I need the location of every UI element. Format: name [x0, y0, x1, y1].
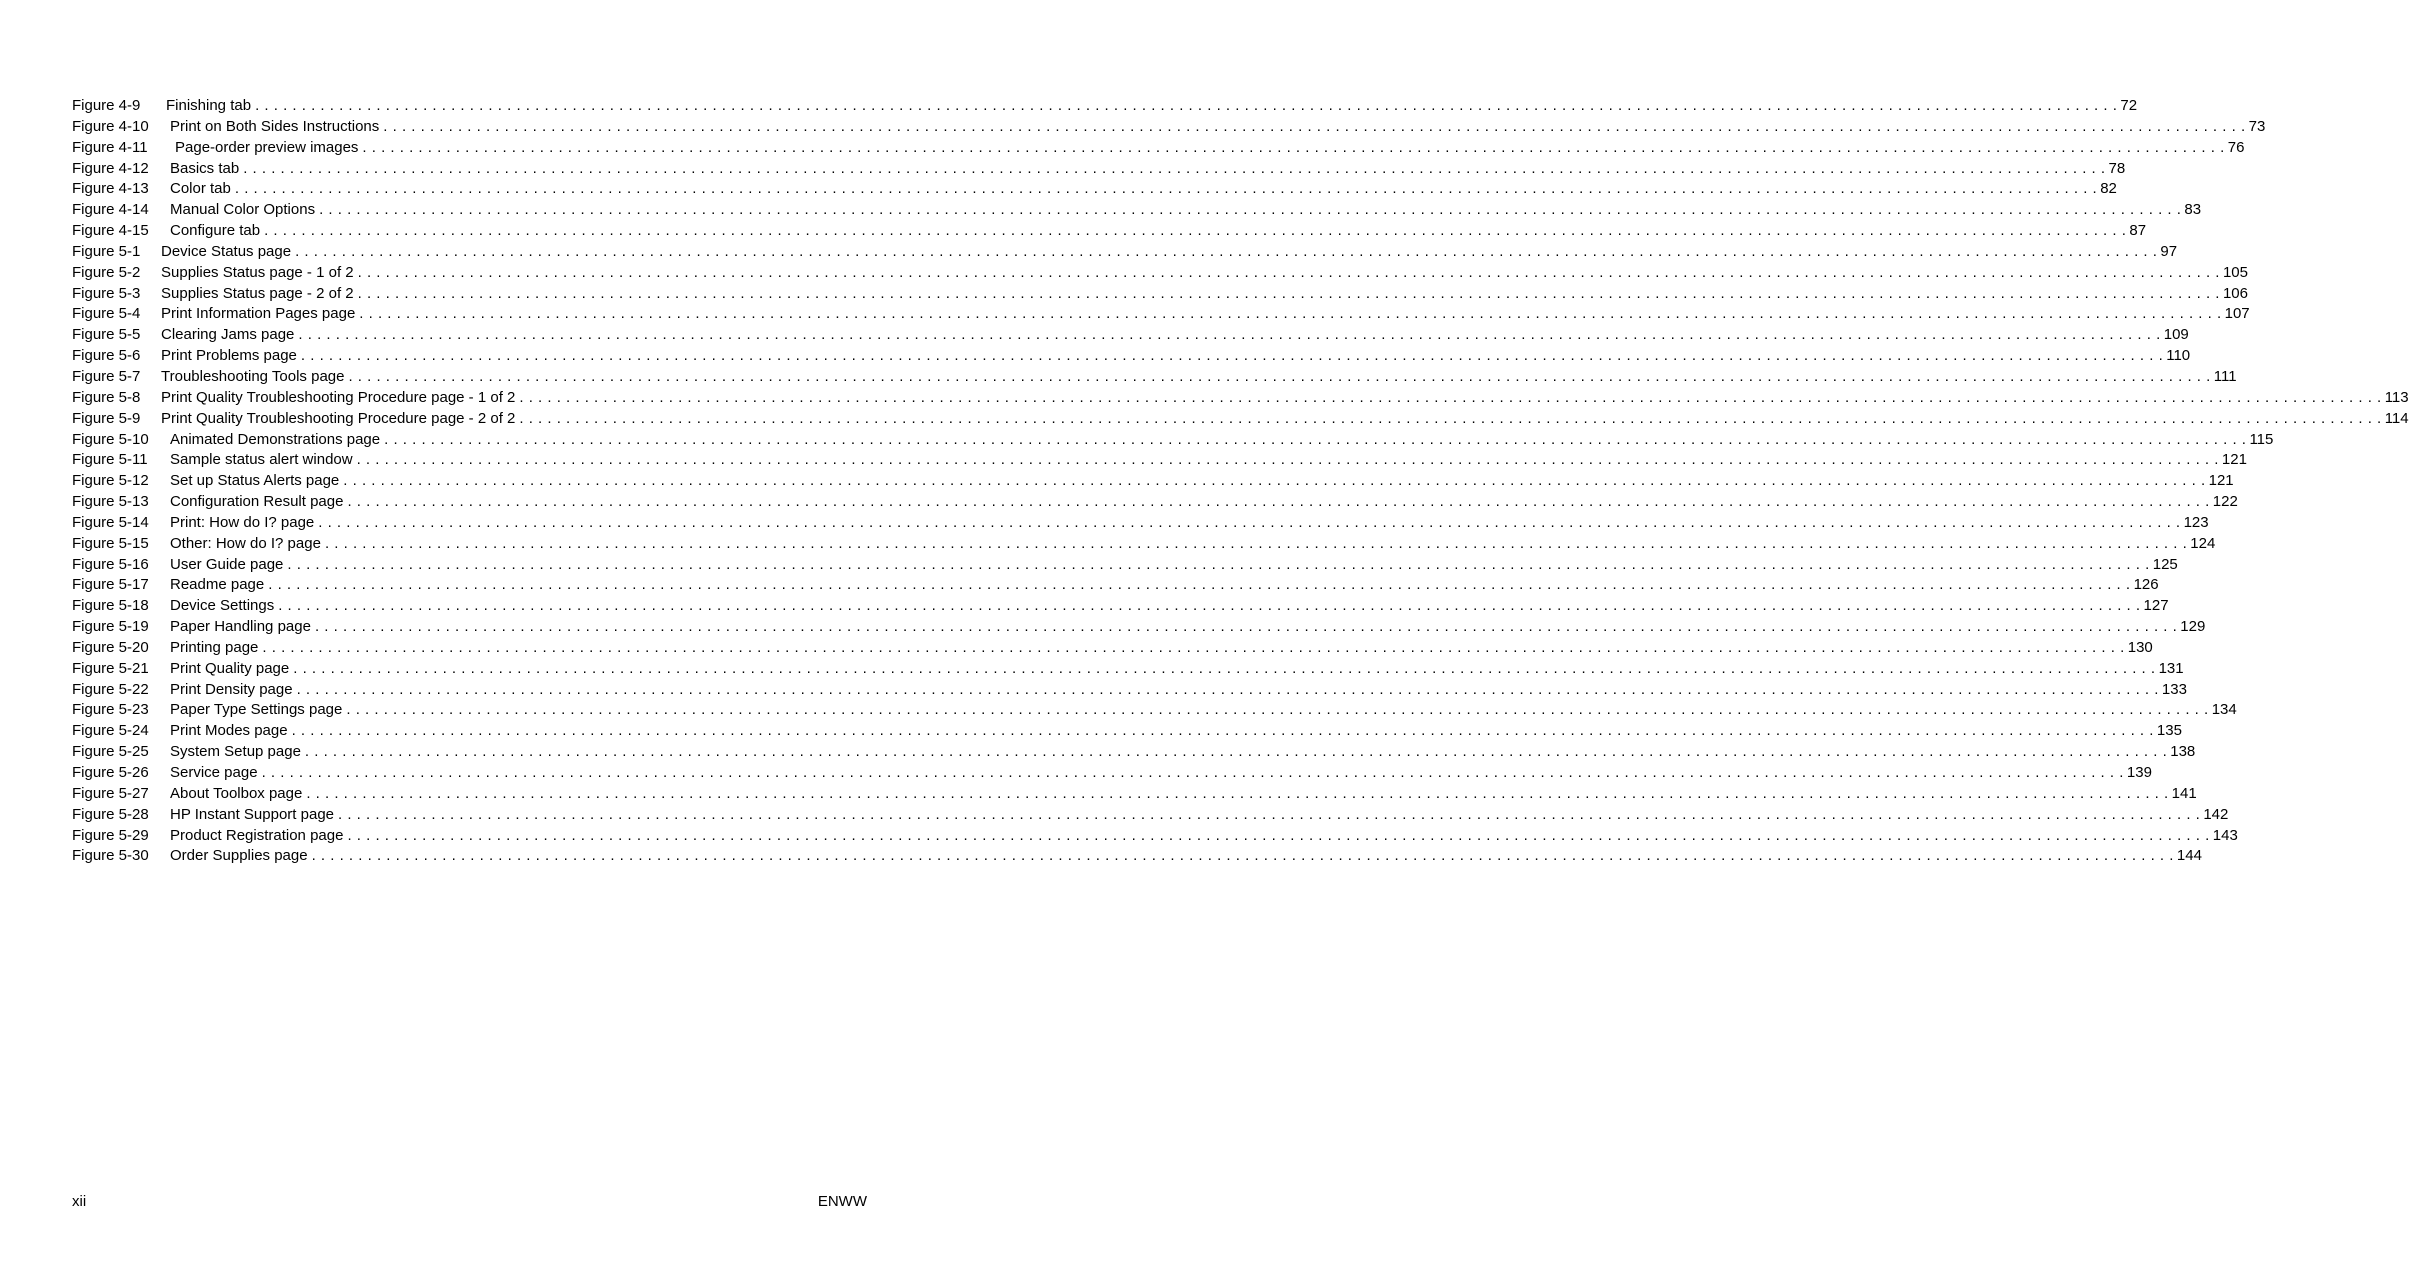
dot-leader: . . . . . . . . . . . . . . . . . . . . . . . . . . . . . . . . . . . . . . . . . . . . . . . . . . . . . . . . . . . . . . . . . . . . . . . . . . . . . . . . . . . . . . . . . . . . . . . . . . . . . . . . . . . . . . . . . . . . . . . . . . . . . . . . . . . . . . . . . . . . . . . . . . . . . . . . . . . . . . . . . . . . . . . . . . . . . . . . . . . . . . . . . . . . . . . . . . . . . . . .	[264, 222, 2127, 240]
toc-entry[interactable]	[72, 179, 2117, 200]
page-number: 105	[2220, 263, 2248, 284]
dot-leader: . . . . . . . . . . . . . . . . . . . . . . . . . . . . . . . . . . . . . . . . . . . . . . . . . . . . . . . . . . . . . . . . . . . . . . . . . . . . . . . . . . . . . . . . . . . . . . . . . . . . . . . . . . . . . . . . . . . . . . . . . . . . . . . . . . . . . . . . . . . . . . . . . . . . . . . . . . . . . . . . . . . . . . . . . . . . . . . . . . . . . . . . . . . . . . . . . . . . . . . .	[262, 638, 2125, 656]
figure-title: Order Supplies page	[170, 846, 312, 867]
dot-leader: . . . . . . . . . . . . . . . . . . . . . . . . . . . . . . . . . . . . . . . . . . . . . . . . . . . . . . . . . . . . . . . . . . . . . . . . . . . . . . . . . . . . . . . . . . . . . . . . . . . . . . . . . . . . . . . . . . . . . . . . . . . . . . . . . . . . . . . . . . . . . . . . . . . . . . . . . . . . . . . . . . . . . . . . . . . . . . . . . . . . . . . . . . . . . . . . . . . . . . . .	[318, 513, 2181, 531]
page-number: 76	[2225, 138, 2245, 159]
figure-title: Readme page	[170, 575, 268, 596]
dot-leader: . . . . . . . . . . . . . . . . . . . . . . . . . . . . . . . . . . . . . . . . . . . . . . . . . . . . . . . . . . . . . . . . . . . . . . . . . . . . . . . . . . . . . . . . . . . . . . . . . . . . . . . . . . . . . . . . . . . . . . . . . . . . . . . . . . . . . . . . . . . . . . . . . . . . . . . . . . . . . . . . . . . . . . . . . . . . . . . . . . . . . . . . . . . . . . . . . . . . . . . .	[296, 680, 2159, 698]
toc-entry[interactable]	[72, 575, 2159, 596]
dot-leader: . . . . . . . . . . . . . . . . . . . . . . . . . . . . . . . . . . . . . . . . . . . . . . . . . . . . . . . . . . . . . . . . . . . . . . . . . . . . . . . . . . . . . . . . . . . . . . . . . . . . . . . . . . . . . . . . . . . . . . . . . . . . . . . . . . . . . . . . . . . . . . . . . . . . . . . . . . . . . . . . . . . . . . . . . . . . . . . . . . . . . . . . . . . . . . . . . . . . . . . .	[295, 242, 2158, 260]
figure-number: Figure 5-30	[72, 847, 149, 865]
page-number: 139	[2124, 763, 2152, 784]
dot-leader: . . . . . . . . . . . . . . . . . . . . . . . . . . . . . . . . . . . . . . . . . . . . . . . . . . . . . . . . . . . . . . . . . . . . . . . . . . . . . . . . . . . . . . . . . . . . . . . . . . . . . . . . . . . . . . . . . . . . . . . . . . . . . . . . . . . . . . . . . . . . . . . . . . . . . . . . . . . . . . . . . . . . . . . . . . . . . . . . . . . . . . . . . . . . . . . . . . . . . . . .	[347, 493, 2210, 511]
toc-entry[interactable]	[72, 617, 2206, 638]
dot-leader: . . . . . . . . . . . . . . . . . . . . . . . . . . . . . . . . . . . . . . . . . . . . . . . . . . . . . . . . . . . . . . . . . . . . . . . . . . . . . . . . . . . . . . . . . . . . . . . . . . . . . . . . . . . . . . . . . . . . . . . . . . . . . . . . . . . . . . . . . . . . . . . . . . . . . . . . . . . . . . . . . . . . . . . . . . . . . . . . . . . . . . . . . . . . . . . . . . . . . . . .	[243, 159, 2106, 177]
figure-title: Paper Handling page	[170, 617, 315, 638]
page-number: 134	[2209, 700, 2237, 721]
page-number: 107	[2222, 304, 2250, 325]
page-number: 124	[2187, 534, 2215, 555]
figure-title: About Toolbox page	[170, 784, 306, 805]
page-number: 109	[2161, 325, 2189, 346]
figure-title: Print Modes page	[170, 721, 292, 742]
toc-entry[interactable]	[72, 263, 2248, 284]
toc-entry[interactable]	[72, 700, 2237, 721]
toc-entry[interactable]	[72, 555, 2178, 576]
page-number: 142	[2200, 805, 2228, 826]
figure-title: Finishing tab	[166, 96, 255, 117]
figure-number: Figure 5-12	[72, 472, 149, 490]
dot-leader: . . . . . . . . . . . . . . . . . . . . . . . . . . . . . . . . . . . . . . . . . . . . . . . . . . . . . . . . . . . . . . . . . . . . . . . . . . . . . . . . . . . . . . . . . . . . . . . . . . . . . . . . . . . . . . . . . . . . . . . . . . . . . . . . . . . . . . . . . . . . . . . . . . . . . . . . . . . . . . . . . . . . . . . . . . . . . . . . . . . . . . . . . . . . . . . . . . . . . . . .	[287, 555, 2150, 573]
figure-title: HP Instant Support page	[170, 805, 338, 826]
toc-entry[interactable]	[72, 325, 2189, 346]
page-number: 131	[2156, 659, 2184, 680]
dot-leader: . . . . . . . . . . . . . . . . . . . . . . . . . . . . . . . . . . . . . . . . . . . . . . . . . . . . . . . . . . . . . . . . . . . . . . . . . . . . . . . . . . . . . . . . . . . . . . . . . . . . . . . . . . . . . . . . . . . . . . . . . . . . . . . . . . . . . . . . . . . . . . . . . . . . . . . . . . . . . . . . . . . . . . . . . . . . . . . . . . . . . . . . . . . . . . . . . . . . . . . .	[357, 263, 2220, 281]
dot-leader: . . . . . . . . . . . . . . . . . . . . . . . . . . . . . . . . . . . . . . . . . . . . . . . . . . . . . . . . . . . . . . . . . . . . . . . . . . . . . . . . . . . . . . . . . . . . . . . . . . . . . . . . . . . . . . . . . . . . . . . . . . . . . . . . . . . . . . . . . . . . . . . . . . . . . . . . . . . . . . . . . . . . . . . . . . . . . . . . . . . . . . . . . . . . . . . . . . . . . . . .	[338, 805, 2201, 823]
toc-entry[interactable]	[72, 96, 2138, 117]
page-number: 123	[2181, 513, 2209, 534]
toc-entry[interactable]	[72, 596, 2169, 617]
toc-entry[interactable]	[72, 221, 2147, 242]
figure-number: Figure 4-15	[72, 222, 149, 240]
figure-number: Figure 5-20	[72, 638, 149, 656]
page-number: 106	[2220, 284, 2248, 305]
dot-leader: . . . . . . . . . . . . . . . . . . . . . . . . . . . . . . . . . . . . . . . . . . . . . . . . . . . . . . . . . . . . . . . . . . . . . . . . . . . . . . . . . . . . . . . . . . . . . . . . . . . . . . . . . . . . . . . . . . . . . . . . . . . . . . . . . . . . . . . . . . . . . . . . . . . . . . . . . . . . . . . . . . . . . . . . . . . . . . . . . . . . . . . . . . . . . . . . . . . . . . . .	[304, 743, 2168, 761]
dot-leader: . . . . . . . . . . . . . . . . . . . . . . . . . . . . . . . . . . . . . . . . . . . . . . . . . . . . . . . . . . . . . . . . . . . . . . . . . . . . . . . . . . . . . . . . . . . . . . . . . . . . . . . . . . . . . . . . . . . . . . . . . . . . . . . . . . . . . . . . . . . . . . . . . . . . . . . . . . . . . . . . . . . . . . . . . . . . . . . . . . . . . . . . . . . . . . . . . . . . . . . .	[324, 534, 2188, 552]
toc-entry[interactable]	[72, 680, 2187, 701]
figure-title: Print Problems page	[161, 346, 301, 367]
figure-number: Figure 5-10	[72, 430, 149, 448]
figure-number: Figure 5-3	[72, 284, 141, 302]
figure-title: Print Quality Troubleshooting Procedure page - 1 of 2	[161, 388, 519, 409]
toc-entry[interactable]	[72, 450, 2247, 471]
toc-entry[interactable]	[72, 805, 2229, 826]
figure-title: Printing page	[170, 638, 262, 659]
dot-leader: . . . . . . . . . . . . . . . . . . . . . . . . . . . . . . . . . . . . . . . . . . . . . . . . . . . . . . . . . . . . . . . . . . . . . . . . . . . . . . . . . . . . . . . . . . . . . . . . . . . . . . . . . . . . . . . . . . . . . . . . . . . . . . . . . . . . . . . . . . . . . . . . . . . . . . . . . . . . . . . . . . . . . . . . . . . . . . . . . . . . . . . . . . . . . . . . . . . . . . . .	[362, 138, 2225, 156]
dot-leader: . . . . . . . . . . . . . . . . . . . . . . . . . . . . . . . . . . . . . . . . . . . . . . . . . . . . . . . . . . . . . . . . . . . . . . . . . . . . . . . . . . . . . . . . . . . . . . . . . . . . . . . . . . . . . . . . . . . . . . . . . . . . . . . . . . . . . . . . . . . . . . . . . . . . . . . . . . . . . . . . . . . . . . . . . . . . . . . . . . . . . . . . . . . . . . . . . . . . . . . .	[255, 97, 2118, 114]
dot-leader: . . . . . . . . . . . . . . . . . . . . . . . . . . . . . . . . . . . . . . . . . . . . . . . . . . . . . . . . . . . . . . . . . . . . . . . . . . . . . . . . . . . . . . . . . . . . . . . . . . . . . . . . . . . . . . . . . . . . . . . . . . . . . . . . . . . . . . . . . . . . . . . . . . . . . . . . . . . . . . . . . . . . . . . . . . . . . . . . . . . . . . . . . . . . . . . . . . . . . . . .	[319, 201, 2182, 219]
figure-number: Figure 5-26	[72, 764, 149, 781]
toc-entry[interactable]	[72, 784, 2197, 805]
dot-leader: . . . . . . . . . . . . . . . . . . . . . . . . . . . . . . . . . . . . . . . . . . . . . . . . . . . . . . . . . . . . . . . . . . . . . . . . . . . . . . . . . . . . . . . . . . . . . . . . . . . . . . . . . . . . . . . . . . . . . . . . . . . . . . . . . . . . . . . . . . . . . . . . . . . . . . . . . . . . . . . . . . . . . . . . . . . . . . . . . . . . . . . . . . . . . . . . . . . . . . . .	[314, 618, 2178, 636]
figure-title: Device Status page	[161, 242, 295, 263]
figure-title: Supplies Status page - 1 of 2	[161, 263, 358, 284]
figure-number: Figure 5-27	[72, 784, 149, 802]
footer-page-number: xii	[72, 1193, 87, 1210]
figure-title: Manual Color Options	[170, 200, 319, 221]
toc-entry[interactable]	[72, 638, 2153, 659]
figure-title: Set up Status Alerts page	[170, 471, 343, 492]
figure-number: Figure 5-22	[72, 680, 149, 698]
toc-entry[interactable]	[72, 138, 2245, 159]
dot-leader: . . . . . . . . . . . . . . . . . . . . . . . . . . . . . . . . . . . . . . . . . . . . . . . . . . . . . . . . . . . . . . . . . . . . . . . . . . . . . . . . . . . . . . . . . . . . . . . . . . . . . . . . . . . . . . . . . . . . . . . . . . . . . . . . . . . . . . . . . . . . . . . . . . . . . . . . . . . . . . . . . . . . . . . . . . . . . . . . . . . . . . . . . . . . . . . . . . . . . . . .	[357, 284, 2220, 302]
toc-entry[interactable]	[72, 659, 2184, 680]
dot-leader: . . . . . . . . . . . . . . . . . . . . . . . . . . . . . . . . . . . . . . . . . . . . . . . . . . . . . . . . . . . . . . . . . . . . . . . . . . . . . . . . . . . . . . . . . . . . . . . . . . . . . . . . . . . . . . . . . . . . . . . . . . . . . . . . . . . . . . . . . . . . . . . . . . . . . . . . . . . . . . . . . . . . . . . . . . . . . . . . . . . . . . . . . . . . . . . . . . . . . . . .	[291, 722, 2154, 740]
dot-leader: . . . . . . . . . . . . . . . . . . . . . . . . . . . . . . . . . . . . . . . . . . . . . . . . . . . . . . . . . . . . . . . . . . . . . . . . . . . . . . . . . . . . . . . . . . . . . . . . . . . . . . . . . . . . . . . . . . . . . . . . . . . . . . . . . . . . . . . . . . . . . . . . . . . . . . . . . . . . . . . . . . . . . . . . . . . . . . . . . . . . . . . . . . . . . . . . . . . . . . . .	[300, 347, 2164, 365]
figure-number: Figure 5-16	[72, 555, 149, 573]
figure-title: Sample status alert window	[170, 450, 357, 471]
figure-number: Figure 5-17	[72, 576, 149, 594]
figure-number: Figure 5-19	[72, 618, 149, 636]
dot-leader: . . . . . . . . . . . . . . . . . . . . . . . . . . . . . . . . . . . . . . . . . . . . . . . . . . . . . . . . . . . . . . . . . . . . . . . . . . . . . . . . . . . . . . . . . . . . . . . . . . . . . . . . . . . . . . . . . . . . . . . . . . . . . . . . . . . . . . . . . . . . . . . . . . . . . . . . . . . . . . . . . . . . . . . . . . . . . . . . . . . . . . . . . . . . . . . . . . . . . . . .	[306, 784, 2169, 802]
figure-number: Figure 5-14	[72, 513, 149, 531]
figure-number: Figure 4-14	[72, 201, 149, 219]
page-number: 135	[2154, 721, 2182, 742]
page-number: 72	[2117, 96, 2137, 117]
toc-entry[interactable]	[72, 492, 2238, 513]
toc-entry[interactable]	[72, 430, 2274, 451]
page-number: 83	[2181, 200, 2201, 221]
figure-number: Figure 5-15	[72, 534, 149, 552]
figure-title: Print Density page	[170, 680, 297, 701]
figure-number: Figure 5-21	[72, 659, 149, 677]
dot-leader: . . . . . . . . . . . . . . . . . . . . . . . . . . . . . . . . . . . . . . . . . . . . . . . . . . . . . . . . . . . . . . . . . . . . . . . . . . . . . . . . . . . . . . . . . . . . . . . . . . . . . . . . . . . . . . . . . . . . . . . . . . . . . . . . . . . . . . . . . . . . . . . . . . . . . . . . . . . . . . . . . . . . . . . . . . . . . . . . . . . . . . . . . . . . . . . . . . . . . . . .	[356, 451, 2219, 469]
figure-number: Figure 5-28	[72, 805, 149, 823]
toc-entry[interactable]	[72, 846, 2202, 867]
page-number: 87	[2126, 221, 2146, 242]
figure-title: Troubleshooting Tools page	[161, 367, 348, 388]
figure-number: Figure 5-9	[72, 409, 141, 427]
page-number: 129	[2177, 617, 2205, 638]
figure-title: Device Settings	[170, 596, 278, 617]
figure-title: Other: How do I? page	[170, 534, 325, 555]
page-number: 73	[2246, 117, 2266, 138]
figure-number: Figure 5-6	[72, 347, 141, 365]
figure-title: Animated Demonstrations page	[170, 430, 384, 451]
toc-entry[interactable]	[72, 763, 2152, 784]
page-number: 141	[2169, 784, 2197, 805]
figure-title: Supplies Status page - 2 of 2	[161, 284, 358, 305]
page-number: 143	[2210, 826, 2238, 847]
page-number: 130	[2125, 638, 2153, 659]
figure-number: Figure 4-12	[72, 159, 149, 177]
figure-title: Basics tab	[170, 159, 243, 180]
toc-entry[interactable]	[72, 409, 2409, 430]
figure-number: Figure 5-18	[72, 597, 149, 615]
figure-title: Configuration Result page	[170, 492, 347, 513]
figure-number: Figure 5-25	[72, 743, 149, 761]
figure-number: Figure 5-29	[72, 826, 149, 844]
figure-number: Figure 5-8	[72, 388, 141, 406]
dot-leader: . . . . . . . . . . . . . . . . . . . . . . . . . . . . . . . . . . . . . . . . . . . . . . . . . . . . . . . . . . . . . . . . . . . . . . . . . . . . . . . . . . . . . . . . . . . . . . . . . . . . . . . . . . . . . . . . . . . . . . . . . . . . . . . . . . . . . . . . . . . . . . . . . . . . . . . . . . . . . . . . . . . . . . . . . . . . . . . . . . . . . . . . . . . . . . . . . . . . . . . .	[348, 367, 2211, 385]
page-number: 125	[2150, 555, 2178, 576]
dot-leader: . . . . . . . . . . . . . . . . . . . . . . . . . . . . . . . . . . . . . . . . . . . . . . . . . . . . . . . . . . . . . . . . . . . . . . . . . . . . . . . . . . . . . . . . . . . . . . . . . . . . . . . . . . . . . . . . . . . . . . . . . . . . . . . . . . . . . . . . . . . . . . . . . . . . . . . . . . . . . . . . . . . . . . . . . . . . . . . . . . . . . . . . . . . . . . . . . . . . . . . .	[384, 430, 2247, 448]
toc-entry[interactable]	[72, 471, 2234, 492]
dot-leader: . . . . . . . . . . . . . . . . . . . . . . . . . . . . . . . . . . . . . . . . . . . . . . . . . . . . . . . . . . . . . . . . . . . . . . . . . . . . . . . . . . . . . . . . . . . . . . . . . . . . . . . . . . . . . . . . . . . . . . . . . . . . . . . . . . . . . . . . . . . . . . . . . . . . . . . . . . . . . . . . . . . . . . . . . . . . . . . . . . . . . . . . . . . . . . . . . . . . . . . .	[519, 409, 2382, 427]
toc-entry[interactable]	[72, 346, 2191, 367]
dot-leader: . . . . . . . . . . . . . . . . . . . . . . . . . . . . . . . . . . . . . . . . . . . . . . . . . . . . . . . . . . . . . . . . . . . . . . . . . . . . . . . . . . . . . . . . . . . . . . . . . . . . . . . . . . . . . . . . . . . . . . . . . . . . . . . . . . . . . . . . . . . . . . . . . . . . . . . . . . . . . . . . . . . . . . . . . . . . . . . . . . . . . . . . . . . . . . . . . . . . . . . .	[278, 597, 2141, 615]
dot-leader: . . . . . . . . . . . . . . . . . . . . . . . . . . . . . . . . . . . . . . . . . . . . . . . . . . . . . . . . . . . . . . . . . . . . . . . . . . . . . . . . . . . . . . . . . . . . . . . . . . . . . . . . . . . . . . . . . . . . . . . . . . . . . . . . . . . . . . . . . . . . . . . . . . . . . . . . . . . . . . . . . . . . . . . . . . . . . . . . . . . . . . . . . . . . . . . . . . . . . . . .	[359, 305, 2222, 323]
toc-entry[interactable]	[72, 200, 2202, 221]
figure-title: Print: How do I? page	[170, 513, 318, 534]
figure-title: Print Quality page	[170, 659, 293, 680]
page-number: 144	[2174, 846, 2202, 867]
figure-title: Clearing Jams page	[161, 325, 298, 346]
page-number: 82	[2097, 179, 2117, 200]
page-number: 110	[2163, 346, 2190, 367]
page-number: 133	[2159, 680, 2187, 701]
page-number: 122	[2210, 492, 2238, 513]
figure-title: Paper Type Settings page	[170, 700, 346, 721]
figure-title: Print on Both Sides Instructions	[170, 117, 383, 138]
toc-entry[interactable]	[72, 117, 2266, 138]
toc-entry[interactable]	[72, 388, 2409, 409]
figure-number: Figure 4-13	[72, 180, 149, 198]
page-number: 114	[2382, 409, 2409, 430]
dot-leader: . . . . . . . . . . . . . . . . . . . . . . . . . . . . . . . . . . . . . . . . . . . . . . . . . . . . . . . . . . . . . . . . . . . . . . . . . . . . . . . . . . . . . . . . . . . . . . . . . . . . . . . . . . . . . . . . . . . . . . . . . . . . . . . . . . . . . . . . . . . . . . . . . . . . . . . . . . . . . . . . . . . . . . . . . . . . . . . . . . . . . . . . . . . . . . . . . . . . . . . .	[519, 388, 2382, 406]
figure-title: Configure tab	[170, 221, 264, 242]
toc-entry[interactable]	[72, 242, 2178, 263]
dot-leader: . . . . . . . . . . . . . . . . . . . . . . . . . . . . . . . . . . . . . . . . . . . . . . . . . . . . . . . . . . . . . . . . . . . . . . . . . . . . . . . . . . . . . . . . . . . . . . . . . . . . . . . . . . . . . . . . . . . . . . . . . . . . . . . . . . . . . . . . . . . . . . . . . . . . . . . . . . . . . . . . . . . . . . . . . . . . . . . . . . . . . . . . . . . . . . . . . . . . . . . .	[298, 326, 2161, 344]
figure-number: Figure 5-23	[72, 701, 149, 719]
figure-number: Figure 5-24	[72, 722, 149, 740]
figure-number: Figure 5-2	[72, 263, 141, 281]
toc-entry[interactable]	[72, 742, 2196, 763]
page-number: 138	[2167, 742, 2195, 763]
dot-leader: . . . . . . . . . . . . . . . . . . . . . . . . . . . . . . . . . . . . . . . . . . . . . . . . . . . . . . . . . . . . . . . . . . . . . . . . . . . . . . . . . . . . . . . . . . . . . . . . . . . . . . . . . . . . . . . . . . . . . . . . . . . . . . . . . . . . . . . . . . . . . . . . . . . . . . . . . . . . . . . . . . . . . . . . . . . . . . . . . . . . . . . . . . . . . . . . . . . . . . . .	[261, 764, 2124, 781]
list-of-figures	[72, 96, 2409, 867]
figure-title: Page-order preview images	[175, 138, 362, 159]
dot-leader: . . . . . . . . . . . . . . . . . . . . . . . . . . . . . . . . . . . . . . . . . . . . . . . . . . . . . . . . . . . . . . . . . . . . . . . . . . . . . . . . . . . . . . . . . . . . . . . . . . . . . . . . . . . . . . . . . . . . . . . . . . . . . . . . . . . . . . . . . . . . . . . . . . . . . . . . . . . . . . . . . . . . . . . . . . . . . . . . . . . . . . . . . . . . . . . . . . . . . . . .	[293, 659, 2156, 677]
dot-leader: . . . . . . . . . . . . . . . . . . . . . . . . . . . . . . . . . . . . . . . . . . . . . . . . . . . . . . . . . . . . . . . . . . . . . . . . . . . . . . . . . . . . . . . . . . . . . . . . . . . . . . . . . . . . . . . . . . . . . . . . . . . . . . . . . . . . . . . . . . . . . . . . . . . . . . . . . . . . . . . . . . . . . . . . . . . . . . . . . . . . . . . . . . . . . . . . . . . . . . . .	[343, 472, 2206, 490]
dot-leader: . . . . . . . . . . . . . . . . . . . . . . . . . . . . . . . . . . . . . . . . . . . . . . . . . . . . . . . . . . . . . . . . . . . . . . . . . . . . . . . . . . . . . . . . . . . . . . . . . . . . . . . . . . . . . . . . . . . . . . . . . . . . . . . . . . . . . . . . . . . . . . . . . . . . . . . . . . . . . . . . . . . . . . . . . . . . . . . . . . . . . . . . . . . . . . . . . . . . . . . .	[383, 117, 2246, 135]
toc-entry[interactable]	[72, 367, 2237, 388]
figure-number: Figure 5-4	[72, 305, 141, 323]
page-number: 121	[2219, 450, 2247, 471]
page-number: 127	[2141, 596, 2169, 617]
figure-number: Figure 5-13	[72, 493, 149, 511]
dot-leader: . . . . . . . . . . . . . . . . . . . . . . . . . . . . . . . . . . . . . . . . . . . . . . . . . . . . . . . . . . . . . . . . . . . . . . . . . . . . . . . . . . . . . . . . . . . . . . . . . . . . . . . . . . . . . . . . . . . . . . . . . . . . . . . . . . . . . . . . . . . . . . . . . . . . . . . . . . . . . . . . . . . . . . . . . . . . . . . . . . . . . . . . . . . . . . . . . . . . . . . .	[234, 180, 2098, 198]
dot-leader: . . . . . . . . . . . . . . . . . . . . . . . . . . . . . . . . . . . . . . . . . . . . . . . . . . . . . . . . . . . . . . . . . . . . . . . . . . . . . . . . . . . . . . . . . . . . . . . . . . . . . . . . . . . . . . . . . . . . . . . . . . . . . . . . . . . . . . . . . . . . . . . . . . . . . . . . . . . . . . . . . . . . . . . . . . . . . . . . . . . . . . . . . . . . . . . . . . . . . . . .	[347, 826, 2210, 844]
figure-title: User Guide page	[170, 555, 287, 576]
dot-leader: . . . . . . . . . . . . . . . . . . . . . . . . . . . . . . . . . . . . . . . . . . . . . . . . . . . . . . . . . . . . . . . . . . . . . . . . . . . . . . . . . . . . . . . . . . . . . . . . . . . . . . . . . . . . . . . . . . . . . . . . . . . . . . . . . . . . . . . . . . . . . . . . . . . . . . . . . . . . . . . . . . . . . . . . . . . . . . . . . . . . . . . . . . . . . . . . . . . . . . . .	[268, 576, 2131, 594]
figure-number: Figure 5-5	[72, 326, 141, 344]
figure-title: Print Quality Troubleshooting Procedure page - 2 of 2	[161, 409, 519, 430]
figure-number: Figure 4-9	[72, 97, 141, 114]
toc-entry[interactable]	[72, 721, 2182, 742]
figure-title: Product Registration page	[170, 826, 347, 847]
dot-leader: . . . . . . . . . . . . . . . . . . . . . . . . . . . . . . . . . . . . . . . . . . . . . . . . . . . . . . . . . . . . . . . . . . . . . . . . . . . . . . . . . . . . . . . . . . . . . . . . . . . . . . . . . . . . . . . . . . . . . . . . . . . . . . . . . . . . . . . . . . . . . . . . . . . . . . . . . . . . . . . . . . . . . . . . . . . . . . . . . . . . . . . . . . . . . . . . . . . . . . . .	[311, 847, 2174, 865]
page-number: 97	[2157, 242, 2177, 263]
figure-number: Figure 5-7	[72, 367, 141, 385]
page-number: 126	[2131, 575, 2159, 596]
figure-title: Service page	[170, 763, 262, 784]
footer-doc-code: ENWW	[817, 1193, 867, 1210]
figure-number: Figure 5-11	[72, 451, 148, 469]
figure-title: Color tab	[170, 179, 235, 200]
page-number: 111	[2211, 367, 2237, 388]
figure-number: Figure 5-1	[72, 242, 141, 260]
toc-entry[interactable]	[72, 826, 2238, 847]
page-number: 121	[2206, 471, 2234, 492]
figure-number: Figure 4-10	[72, 117, 149, 135]
toc-entry[interactable]	[72, 513, 2209, 534]
toc-entry[interactable]	[72, 159, 2126, 180]
toc-entry[interactable]	[72, 534, 2216, 555]
dot-leader: . . . . . . . . . . . . . . . . . . . . . . . . . . . . . . . . . . . . . . . . . . . . . . . . . . . . . . . . . . . . . . . . . . . . . . . . . . . . . . . . . . . . . . . . . . . . . . . . . . . . . . . . . . . . . . . . . . . . . . . . . . . . . . . . . . . . . . . . . . . . . . . . . . . . . . . . . . . . . . . . . . . . . . . . . . . . . . . . . . . . . . . . . . . . . . . . . . . . . . . .	[346, 701, 2209, 719]
figure-title: System Setup page	[170, 742, 305, 763]
figure-number: Figure 4-11	[72, 138, 148, 156]
page-number: 113	[2382, 388, 2409, 409]
page-number: 78	[2106, 159, 2126, 180]
page-number: 115	[2246, 430, 2273, 451]
figure-title: Print Information Pages page	[161, 304, 359, 325]
toc-entry[interactable]	[72, 284, 2248, 305]
toc-entry[interactable]	[72, 304, 2250, 325]
